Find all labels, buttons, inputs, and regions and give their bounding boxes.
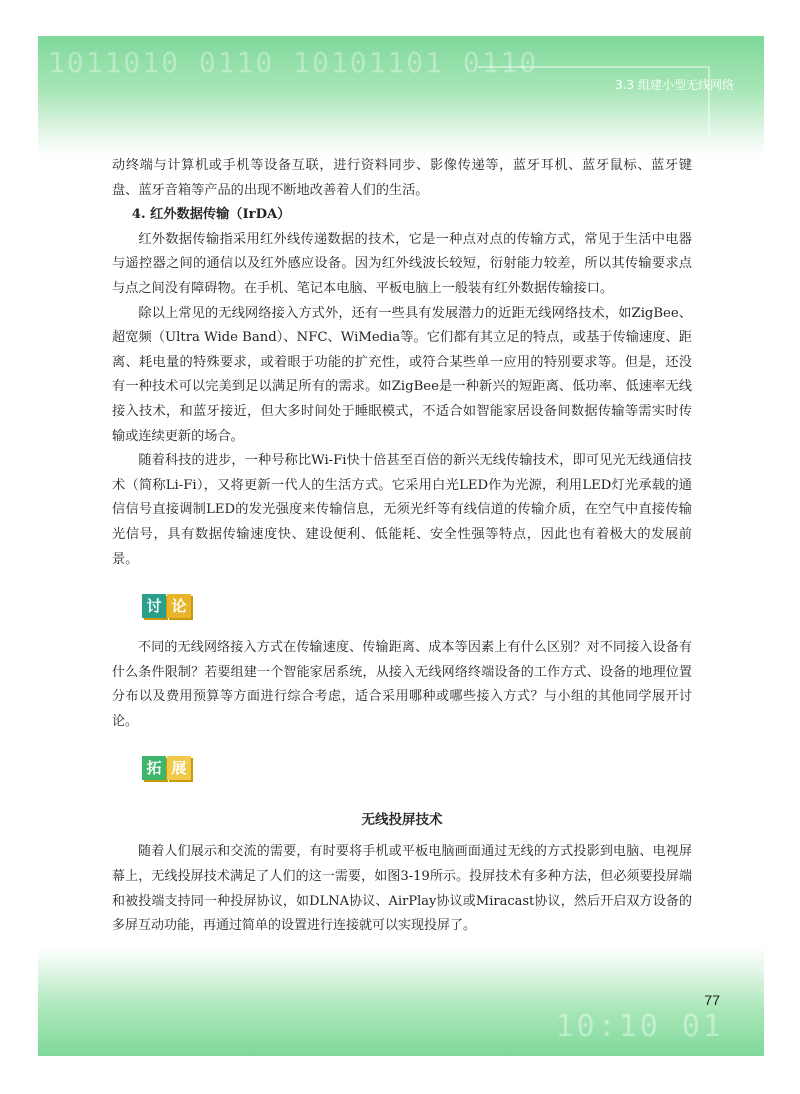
discussion-tag-char-2: 论 [167, 594, 191, 618]
header-banner [38, 36, 764, 156]
discussion-tag-char-1: 讨 [142, 594, 166, 618]
discussion-box [112, 636, 692, 734]
discussion-tag-row [112, 572, 692, 630]
extension-tag [142, 756, 192, 780]
book-page [38, 36, 764, 1056]
page-number: 77 [704, 992, 720, 1008]
footer-banner [38, 946, 764, 1056]
extension-tag-char-2: 展 [167, 756, 191, 780]
heading-irda: 4. 红外数据传输（IrDA） [131, 207, 291, 223]
footer-binary-decoration: 10:10 01 [555, 1009, 724, 1044]
main-content [112, 154, 692, 939]
extension-tag-row [112, 734, 692, 792]
paragraph-lifi: 随着科技的进步，一种号称比Wi-Fi快十倍甚至百倍的新兴无线传输技术，即可见光无线通信技术（简称Li-Fi），又将更新一代人的生活方式。它采用白光LED作为光源，利用LED灯光承载的通信信号直接调制LED的发光强度来传输信息，无须光纤等有线信道的传输介质，在空气中直接传输光信号，具有数据传输速度快、建设便利、低能耗、安全性强等特点，因此也有着极大的发展前景。 [112, 453, 692, 567]
paragraph-irda: 红外数据传输指采用红外线传递数据的技术，它是一种点对点的传输方式，常见于生活中电器与遥控器之间的通信以及红外感应设备。因为红外线波长较短，衍射能力较差，所以其传输要求点与点之间没有障碍物。在手机、笔记本电脑、平板电脑上一般装有红外数据传输接口。 [112, 231, 692, 296]
discussion-text: 不同的无线网络接入方式在传输速度、传输距离、成本等因素上有什么区别？对不同接入设备有什么条件限制？若要组建一个智能家居系统，从接入无线网络终端设备的工作方式、设备的地理位置分布以及费用预算等方面进行综合考虑，适合采用哪种或哪些接入方式？与小组的其他同学展开讨论。 [112, 640, 692, 729]
paragraph-intro: 动终端与计算机或手机等设备互联，进行资料同步、影像传递等，蓝牙耳机、蓝牙鼠标、蓝牙键盘、蓝牙音箱等产品的出现不断地改善着人们的生活。 [112, 158, 692, 198]
extension-box [112, 840, 692, 938]
extension-text: 随着人们展示和交流的需要，有时要将手机或平板电脑画面通过无线的方式投影到电脑、电视屏幕上，无线投屏技术满足了人们的这一需要，如图3-19所示。投屏技术有多种方法，但必须要投屏端和被投端支持同一种投屏协议，如DLNA协议、AirPlay协议或Miracast协议，然后开启双方设备的多屏互动功能，再通过简单的设置进行连接就可以实现投屏了。 [112, 844, 692, 934]
extension-title: 无线投屏技术 [361, 812, 443, 829]
section-title: 3.3 组建小型无线网络 [615, 78, 734, 92]
discussion-tag [142, 594, 192, 618]
paragraph-other-tech: 除以上常见的无线网络接入方式外，还有一些具有发展潜力的近距无线网络技术，如ZigBee、超宽频（Ultra Wide Band）、NFC、WiMedia等。它们都有其立足的特点，或基于传输速度、距离、耗电量的特殊要求，或着眼于功能的扩充性，或符合某些单一应用的特别要求等。但是，还没有一种技术可以完美到足以满足所有的需求。如ZigBee是一种新兴的短距离、低功率、低速率无线接入技术，和蓝牙接近，但大多时间处于睡眠模式，不适合如智能家居设备间数据传输等需实时传输或连续更新的场合。 [112, 305, 692, 444]
header-binary-decoration: 1011010 0110 10101101 0110 [48, 46, 539, 79]
extension-tag-char-1: 拓 [142, 756, 166, 780]
